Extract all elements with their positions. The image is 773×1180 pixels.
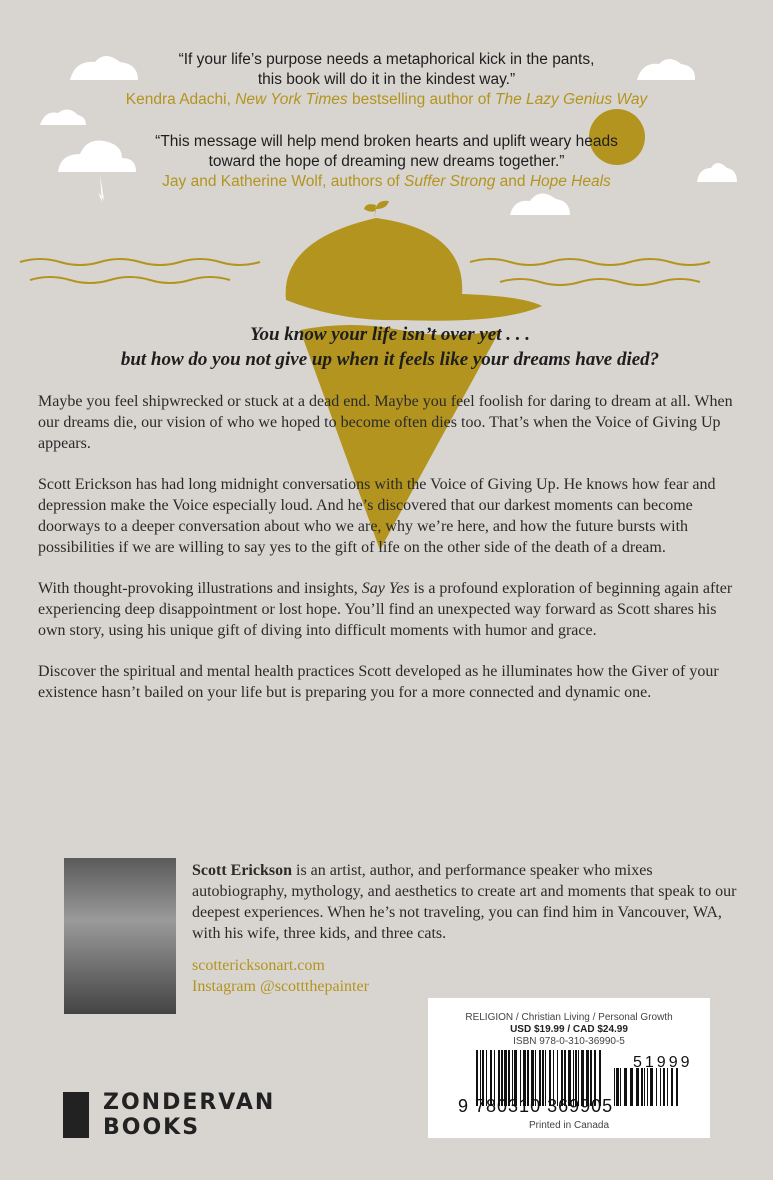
category: RELIGION / Christian Living / Personal Growth xyxy=(465,1012,673,1023)
addon-bar xyxy=(650,1068,653,1106)
website-link[interactable]: scottericksonart.com xyxy=(192,957,325,974)
island xyxy=(286,218,542,321)
endorsement-quote-1 xyxy=(0,50,773,110)
addon-bar xyxy=(656,1068,657,1106)
cloud-icon xyxy=(40,109,86,125)
addon-bar xyxy=(636,1068,639,1106)
instagram-link[interactable]: Instagram @scottthepainter xyxy=(192,978,369,995)
publisher-logo xyxy=(63,1090,275,1140)
quote-attribution: Jay and Katherine Wolf, authors of Suffer Strong and Hope Heals xyxy=(162,173,611,190)
addon-bar xyxy=(660,1068,661,1106)
ean-number: 9 780310 369905 xyxy=(458,1096,614,1116)
printed-in: Printed in Canada xyxy=(528,1120,610,1131)
addon-bar xyxy=(644,1068,645,1106)
author-links xyxy=(192,955,369,997)
paragraph: Discover the spiritual and mental health practices Scott developed as he illuminates how the Giver of your existence hasn’t bailed on your life but is preparing you for a more connected and dynamic one. xyxy=(38,663,719,701)
addon-bar xyxy=(667,1068,668,1106)
sprout-icon xyxy=(364,201,389,220)
tagline-line: but how do you not give up when it feels like your dreams have died? xyxy=(120,349,660,370)
author-bio: Scott Erickson is an artist, author, and performance speaker who mixes autobiography, mythology, and aesthetics to create art and moments that speak to our deepest experiences. When he’s not traveling, you can find him in Vancouver, WA, with his wife, three kids, and three cats. xyxy=(192,862,737,942)
zondervan-z-icon xyxy=(63,1092,89,1138)
tagline xyxy=(40,322,740,372)
addon-bar xyxy=(620,1068,621,1106)
addon-bar xyxy=(647,1068,648,1106)
paragraph: Maybe you feel shipwrecked or stuck at a dead end. Maybe you feel foolish for daring to dream at all. When our dreams die, our vision of who we hoped to become often dies too. That’s when the Voice of Giving Up appears. xyxy=(38,393,733,452)
addon-bar xyxy=(663,1068,665,1106)
barcode-box xyxy=(428,998,710,1138)
addon-bar xyxy=(671,1068,673,1106)
publisher-imprint: BOOKS xyxy=(103,1115,201,1140)
publisher-name: ZONDERVAN xyxy=(103,1090,276,1115)
quote-line: this book will do it in the kindest way.” xyxy=(257,71,516,88)
tagline-line: You know your life isn’t over yet . . . xyxy=(249,324,531,345)
addon-number: 51999 xyxy=(633,1054,693,1071)
description xyxy=(38,391,738,703)
addon-bar xyxy=(630,1068,633,1106)
cloud-icon xyxy=(510,193,570,215)
addon-bar xyxy=(624,1068,627,1106)
endorsement-quote-2 xyxy=(0,132,773,192)
addon-bar xyxy=(676,1068,678,1106)
paragraph: Scott Erickson has had long midnight conversations with the Voice of Giving Up. He knows how fear and depression make the Voice especially loud. And he’s discovered that our darkest moments can become doorways to a deeper conversation about who we are, why we’re here, and how the future bursts with possibilities if we are willing to say yes to the gift of life on the other side of the death of a dream. xyxy=(38,476,716,556)
quote-line: toward the hope of dreaming new dreams together.” xyxy=(208,153,565,170)
addon-bar xyxy=(641,1068,643,1106)
quote-line: “This message will help mend broken hearts and uplift weary heads xyxy=(155,133,618,150)
price: USD $19.99 / CAD $24.99 xyxy=(510,1024,628,1035)
author-photo xyxy=(64,858,176,1014)
addon-bar xyxy=(614,1068,615,1106)
isbn: ISBN 978-0-310-36990-5 xyxy=(513,1036,625,1047)
quote-attribution: Kendra Adachi, New York Times bestselling author of The Lazy Genius Way xyxy=(125,91,648,108)
addon-bar xyxy=(616,1068,619,1106)
quote-line: “If your life’s purpose needs a metaphorical kick in the pants, xyxy=(178,51,595,68)
paragraph: With thought-provoking illustrations and insights, Say Yes is a profound exploration of beginning again after experiencing deep disappointment or lost hope. You’ll find an unexpected way forward as Scott shares his own story, using his unique gift of diving into difficult moments with humor and grace. xyxy=(38,580,733,639)
